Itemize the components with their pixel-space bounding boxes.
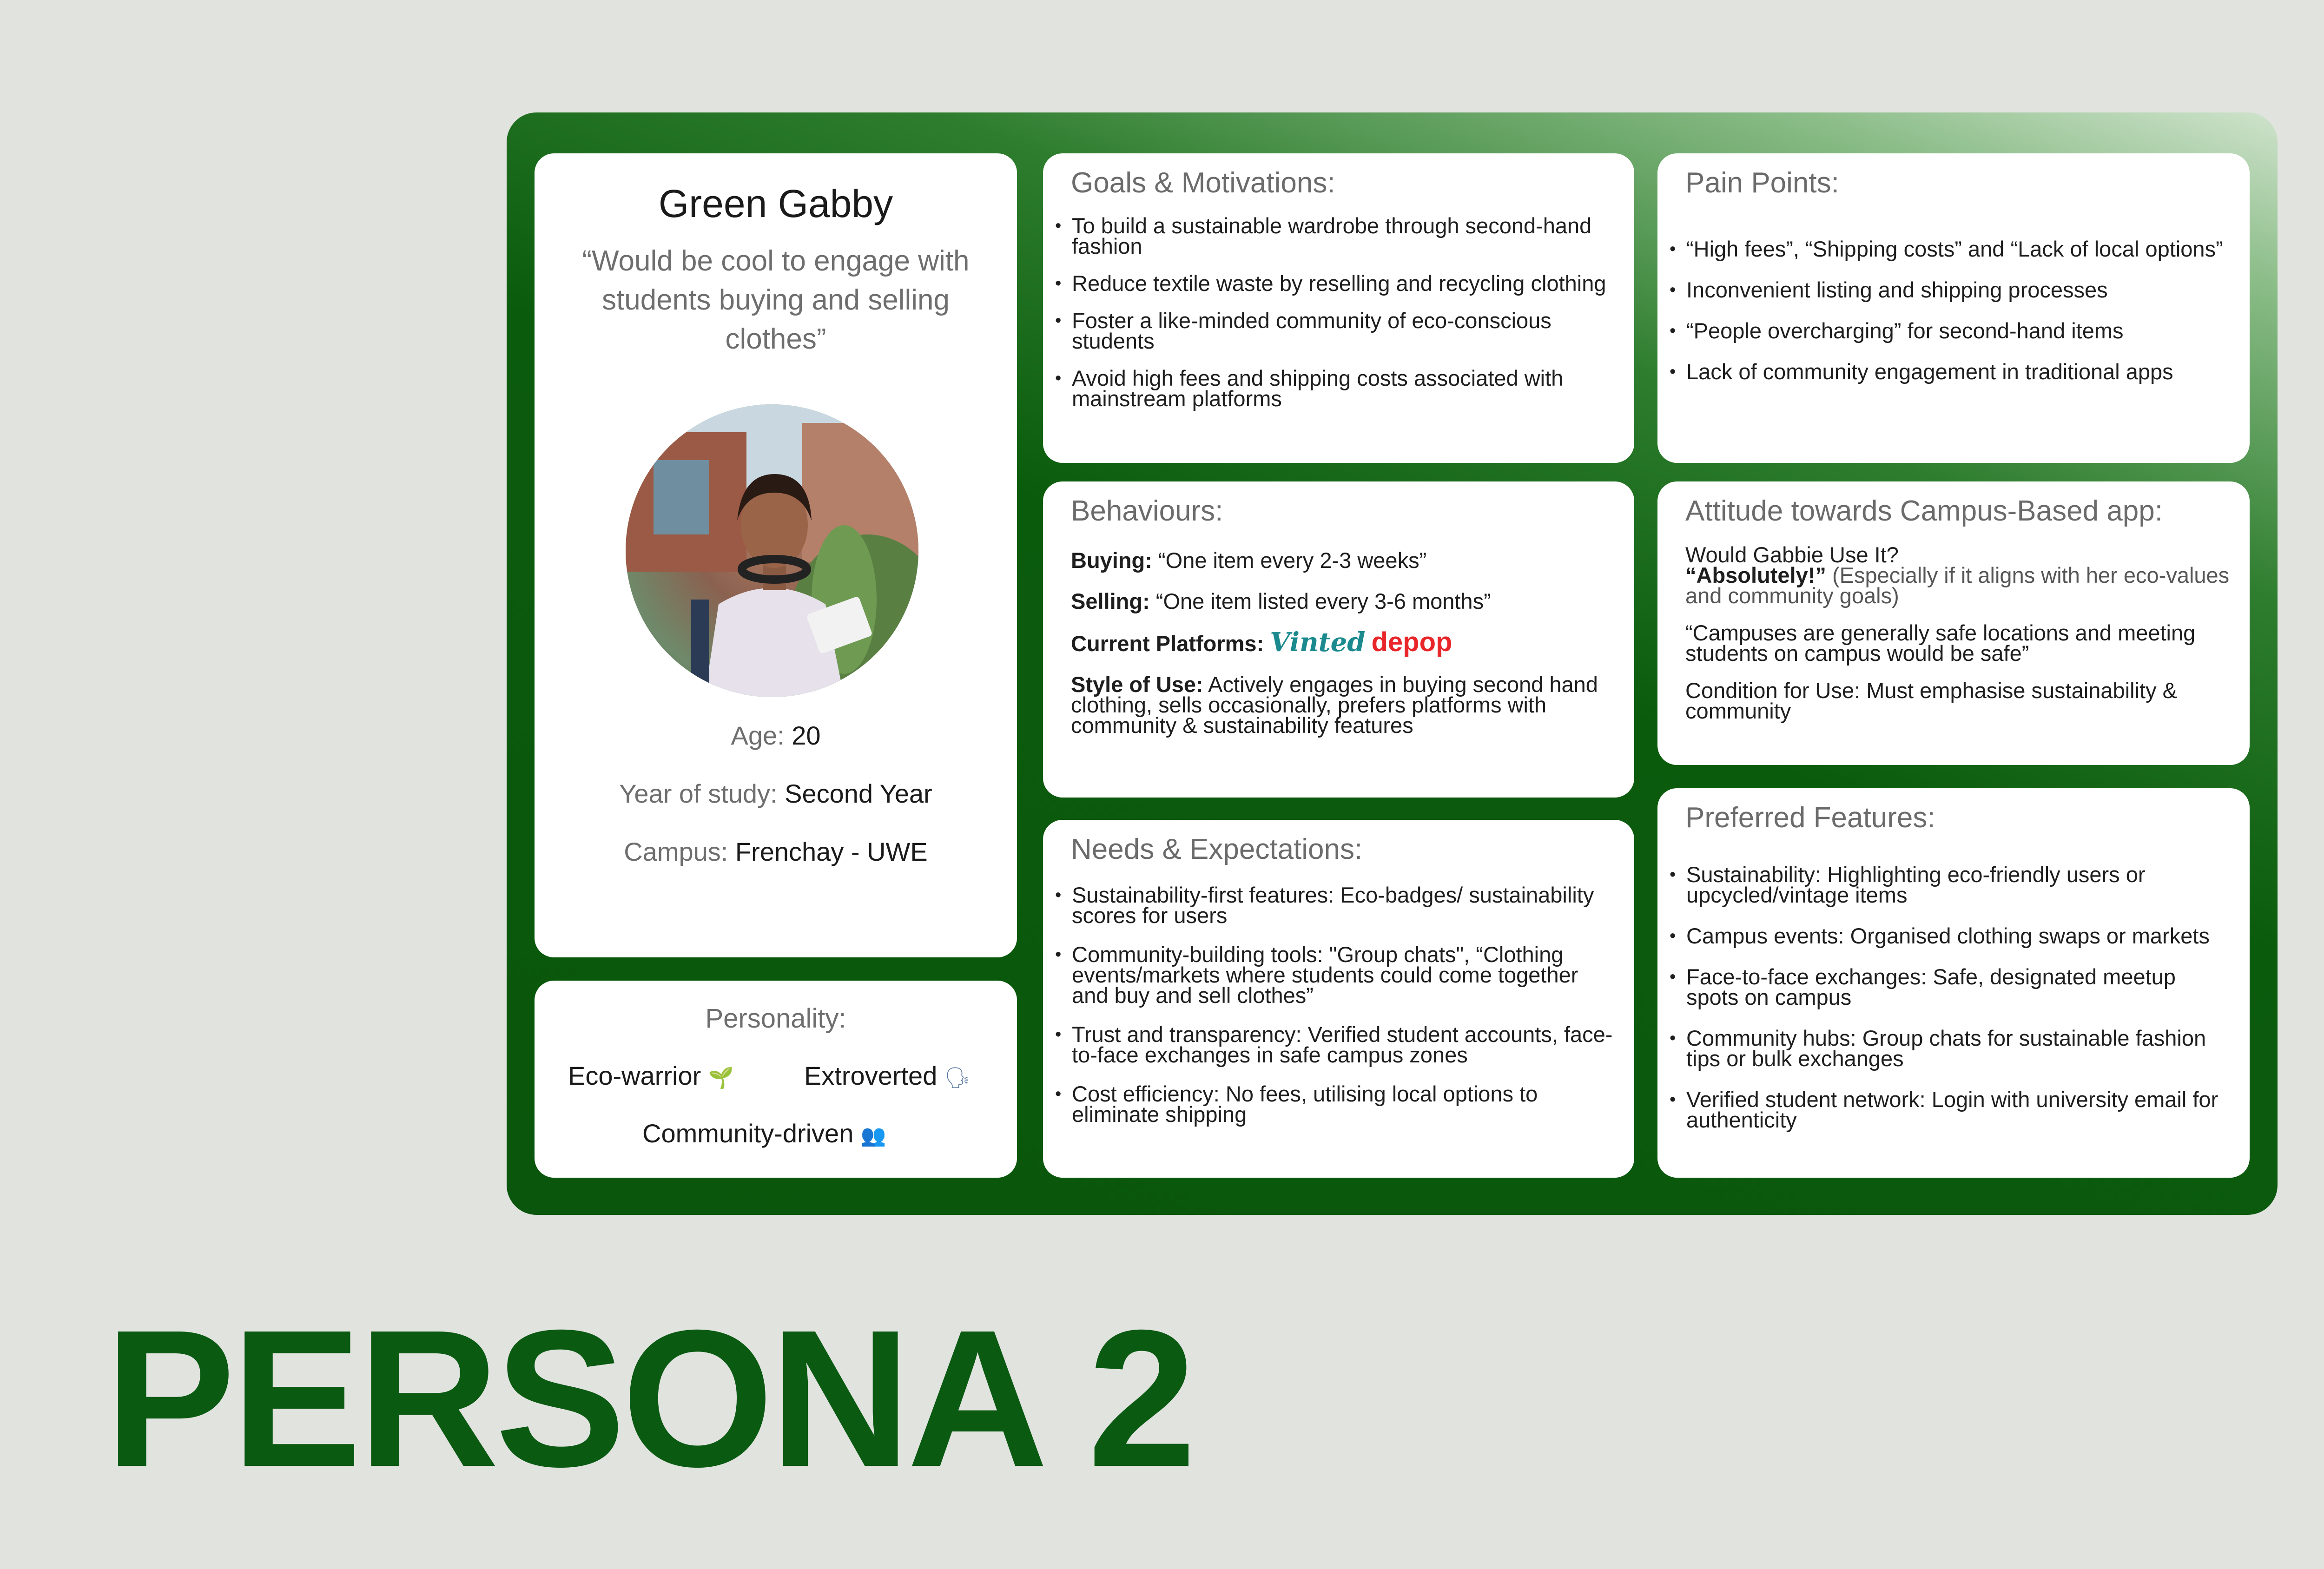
buying-label: Buying: [1071,548,1152,573]
pain-points-card [1657,153,2250,463]
style-value: Actively engages in buying second hand clothing, sells occasionally, prefers platforms with community & sustainability features [1071,672,1598,738]
age-value: 20 [792,721,821,750]
list-item: • Avoid high fees and shipping costs associated with mainstream platforms [1054,368,1616,409]
list-item: • Reduce textile waste by reselling and recycling clothing [1054,273,1616,294]
list-item: • Sustainability: Highlighting eco-friendly users or upcycled/vintage items [1669,864,2231,905]
age-label: Age: [731,721,785,750]
list-item: • Face-to-face exchanges: Safe, designated meetup spots on campus [1669,967,2231,1008]
selling-row [1071,591,1616,612]
year-row [535,778,1017,809]
attitude-answer: “Absolutely!” [1685,563,1826,587]
slide-title: PERSONA 2 [105,1290,1193,1508]
list-item: • To build a sustainable wardrobe through second-hand fashion [1054,216,1616,257]
list-item: • “People overcharging” for second-hand items [1669,321,2231,341]
needs-title: Needs & Expectations: [1071,833,1363,865]
platforms-row [1071,627,1616,658]
speaking-head-icon: 🗣 [944,1066,971,1090]
goals-list [1054,213,1616,411]
seedling-icon: 🌱 [708,1066,734,1090]
goals-card [1043,153,1634,463]
features-title: Preferred Features: [1685,802,1935,834]
personality-title: Personality: [705,1003,846,1034]
list-item: • Campus events: Organised clothing swaps or markets [1669,926,2231,946]
behaviours-body [1071,550,1616,736]
attitude-answer-row [1685,565,2231,606]
needs-card [1043,820,1634,1178]
vinted-logo: Vinted [1270,627,1366,658]
campus-label: Campus: [624,837,728,866]
buying-value: “One item every 2-3 weeks” [1158,548,1427,573]
persona-quote: “Would be cool to engage with students buying and selling clothes” [582,245,970,355]
attitude-title: Attitude towards Campus-Based app: [1685,495,2163,527]
platforms-label: Current Platforms: [1071,631,1264,656]
personality-trait [804,1061,971,1091]
list-item: • Trust and transparency: Verified student accounts, face-to-face exchanges in safe campus zones [1054,1024,1616,1065]
pain-points-list [1669,239,2231,382]
buying-row [1071,550,1616,571]
personality-trait [568,1061,734,1091]
year-value: Second Year [785,779,932,808]
selling-label: Selling: [1071,589,1150,613]
year-label: Year of study: [619,779,778,808]
attitude-body [1685,542,2231,723]
behaviours-card [1043,481,1634,798]
avatar-photo-icon [626,404,918,697]
style-row [1071,674,1616,736]
selling-value: “One item listed every 3-6 months” [1155,589,1491,613]
attitude-note: (Especially if it aligns with her eco-values and community goals) [1685,563,2230,608]
personality-card [535,981,1017,1178]
attitude-quote: “Campuses are generally safe locations and meeting students on campus would be safe” [1685,620,2196,666]
behaviours-title: Behaviours: [1071,495,1223,527]
list-item: • Cost efficiency: No fees, utilising local options to eliminate shipping [1054,1084,1616,1125]
avatar [626,404,918,697]
list-item: • Sustainability-first features: Eco-badges/ sustainability scores for users [1054,885,1616,926]
depop-logo: depop [1371,627,1452,657]
attitude-card [1657,481,2250,765]
features-list [1669,864,2231,1130]
campus-value: Frenchay - UWE [735,837,928,866]
pain-points-title: Pain Points: [1685,167,1839,199]
goals-title: Goals & Motivations: [1071,167,1335,199]
profile-card [535,153,1017,957]
style-label: Style of Use: [1071,672,1203,697]
list-item: • Community hubs: Group chats for sustainable fashion tips or bulk exchanges [1669,1028,2231,1069]
people-icon: 👥 [860,1124,886,1147]
list-item: • Inconvenient listing and shipping processes [1669,280,2231,300]
trait-label: Extroverted [804,1061,938,1090]
trait-label: Eco-warrior [568,1061,701,1090]
attitude-condition: Condition for Use: Must emphasise sustainability & community [1685,678,2177,723]
needs-list [1054,885,1616,1125]
trait-label: Community-driven [642,1119,854,1148]
persona-board [507,112,2278,1215]
campus-row [535,837,1017,867]
list-item: • Foster a like-minded community of eco-conscious students [1054,310,1616,351]
list-item: • Verified student network: Login with university email for authenticity [1669,1089,2231,1130]
list-item: • “High fees”, “Shipping costs” and “Lack of local options” [1669,239,2231,259]
list-item: • Community-building tools: "Group chats", “Clothing events/markets where students could come together and buy and sell clothes” [1054,944,1616,1006]
persona-name: Green Gabby [658,182,893,225]
features-card [1657,788,2250,1178]
list-item: • Lack of community engagement in traditional apps [1669,362,2231,382]
attitude-question: Would Gabbie Use It? [1685,542,1899,567]
age-row [535,720,1017,751]
personality-trait [642,1118,886,1148]
